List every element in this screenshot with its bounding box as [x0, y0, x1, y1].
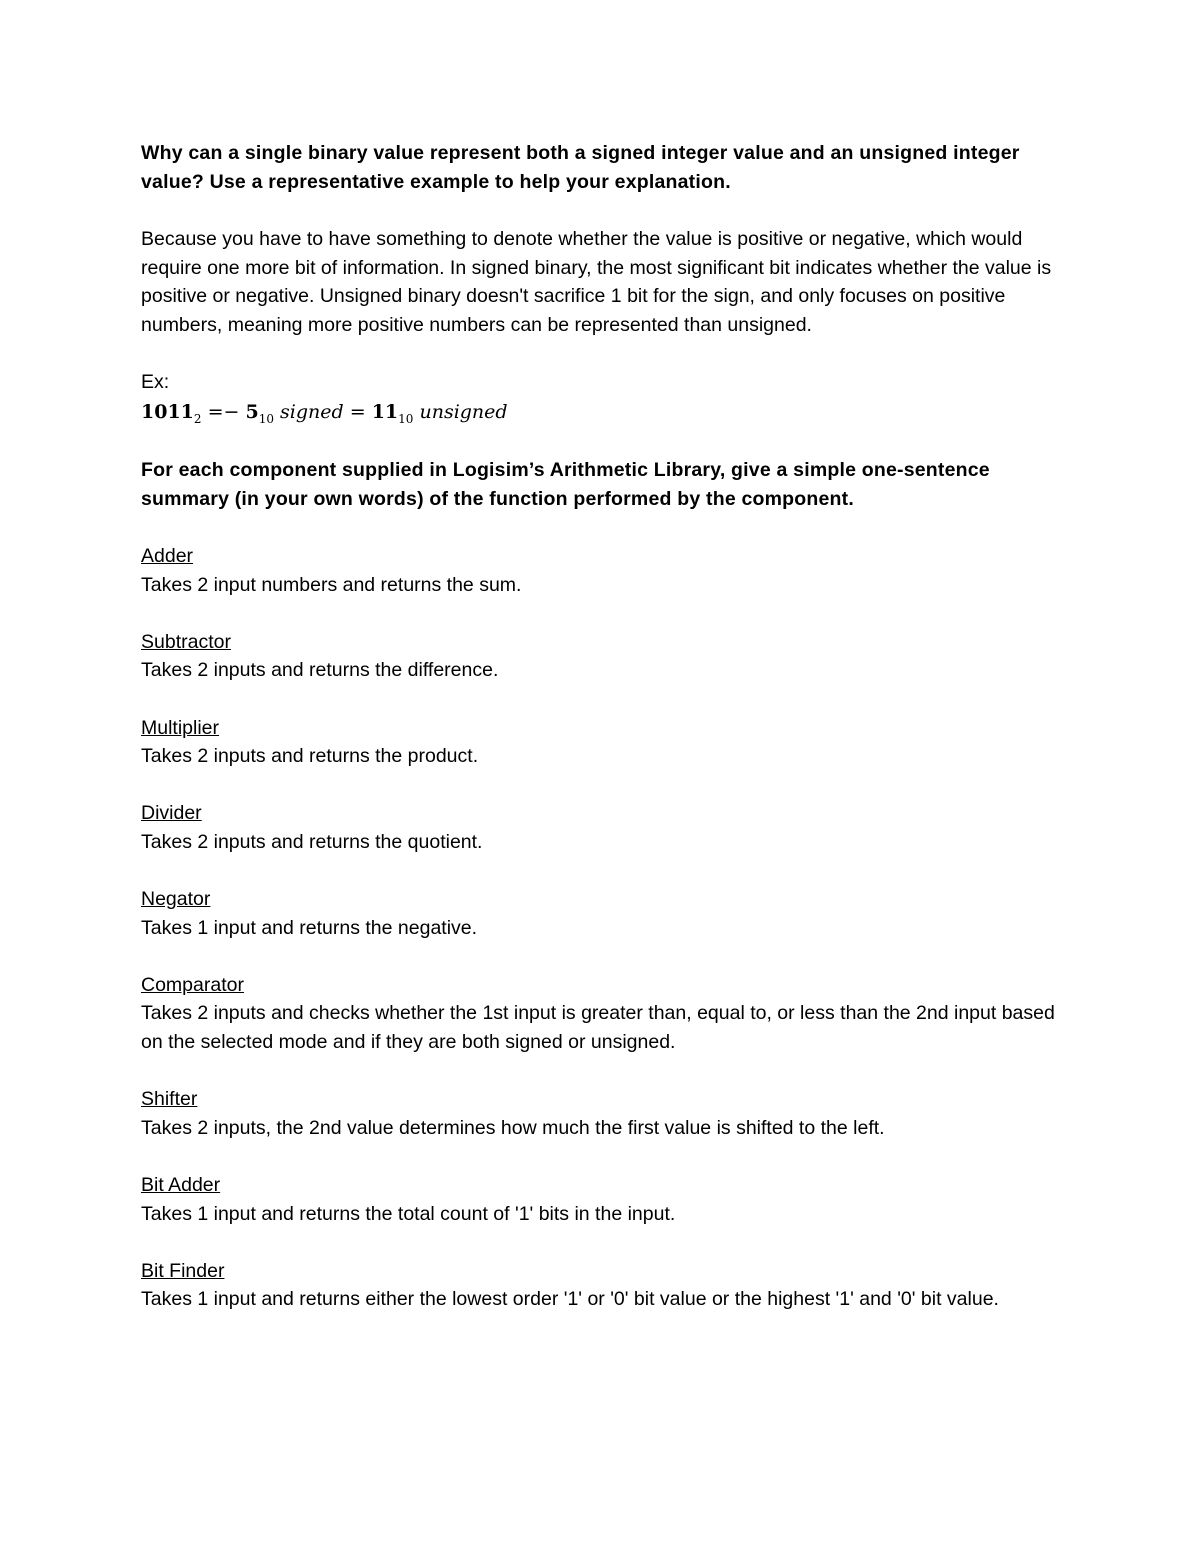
signed-base: 10	[258, 411, 274, 426]
component-name: Adder	[141, 544, 194, 567]
component-name: Bit Finder	[141, 1259, 225, 1282]
component-description: Takes 2 inputs and returns the quotient.	[141, 830, 483, 853]
component-name: Subtractor	[141, 630, 231, 653]
question-1-heading: Why can a single binary value represent both a signed integer value and an unsigned integer value? Use a representative example to help your explanation.	[141, 142, 1020, 193]
example-label: Ex:	[141, 371, 170, 394]
component-list	[141, 542, 1081, 1314]
binary-value: 1011	[141, 400, 194, 423]
component-description: Takes 1 input and returns the total count of '1' bits in the input.	[141, 1202, 676, 1225]
component-entry	[141, 1171, 1081, 1228]
component-description: Takes 2 inputs and returns the product.	[141, 745, 479, 768]
question-1-answer: Because you have to have something to denote whether the value is positive or negative, which would require one more bit of information. In signed binary, the most significant bit indicates whether the value is positive or negative. Unsigned binary doesn't sacrifice 1 bit for the sign, and only focuses on positive numbers, meaning more positive numbers can be represented than unsigned.	[141, 228, 1052, 336]
component-description: Takes 2 input numbers and returns the sum.	[141, 573, 522, 596]
component-entry	[141, 1257, 1081, 1314]
document-page	[141, 139, 1081, 1343]
component-name: Multiplier	[141, 716, 220, 739]
component-entry	[141, 628, 1081, 685]
equals-sign: =	[349, 400, 366, 423]
component-entry	[141, 885, 1081, 942]
component-name: Shifter	[141, 1088, 198, 1111]
component-description: Takes 1 input and returns the negative.	[141, 916, 478, 939]
component-description: Takes 1 input and returns either the lowest order '1' or '0' bit value or the highest '1' and '0' bit value.	[141, 1288, 999, 1311]
equals-negative: =−	[207, 400, 240, 423]
component-name: Negator	[141, 888, 211, 911]
component-entry	[141, 714, 1081, 771]
unsigned-base: 10	[398, 411, 414, 426]
component-description: Takes 2 inputs, the 2nd value determines how much the first value is shifted to the left.	[141, 1116, 885, 1139]
question-2-heading: For each component supplied in Logisim’s Arithmetic Library, give a simple one-sentence summary (in your own words) of the function performed by the component.	[141, 458, 990, 510]
signed-value: 5	[245, 400, 259, 423]
component-entry	[141, 1085, 1081, 1142]
signed-word: signed	[280, 400, 344, 423]
unsigned-value: 11	[371, 400, 399, 423]
unsigned-word: unsigned	[419, 400, 508, 423]
component-entry	[141, 542, 1081, 599]
component-name: Comparator	[141, 973, 244, 996]
component-description: Takes 2 inputs and checks whether the 1st input is greater than, equal to, or less than the 2nd input based on the selected mode and if they are both signed or unsigned.	[141, 1002, 1055, 1054]
component-name: Bit Adder	[141, 1174, 221, 1197]
component-entry	[141, 799, 1081, 856]
component-name: Divider	[141, 802, 202, 825]
component-description: Takes 2 inputs and returns the difference.	[141, 659, 499, 682]
binary-base: 2	[193, 411, 202, 426]
example-equation	[141, 397, 1081, 427]
component-entry	[141, 971, 1081, 1057]
